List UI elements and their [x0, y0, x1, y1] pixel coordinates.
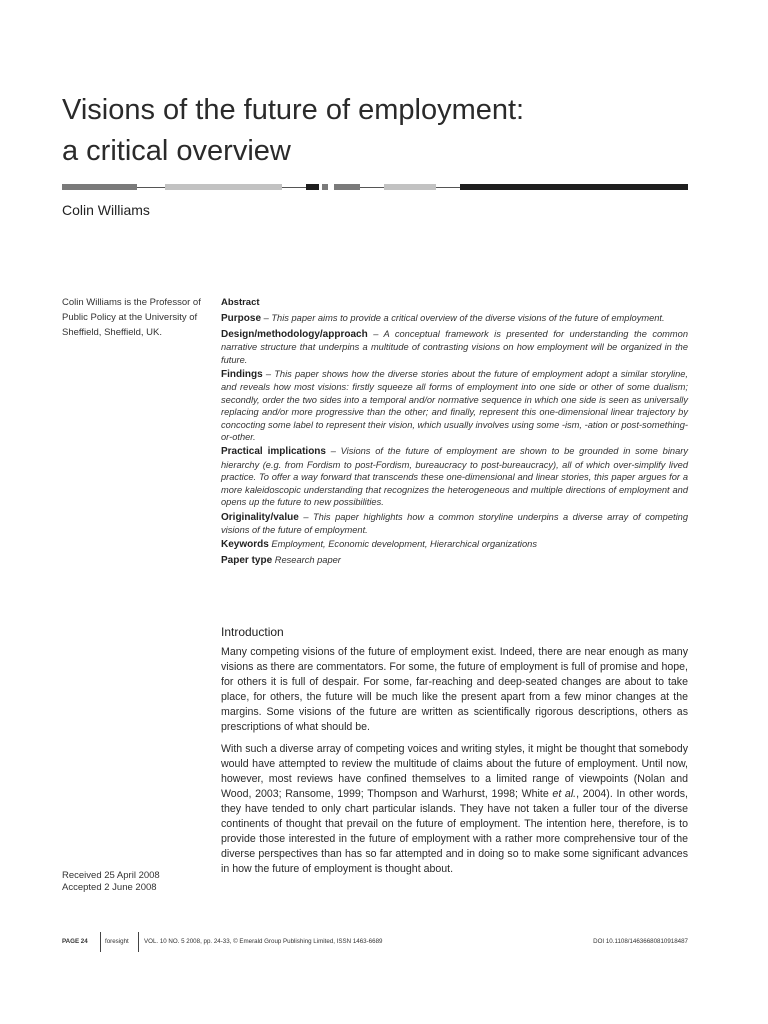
rule-segment [322, 184, 328, 190]
rule-segment [165, 184, 282, 190]
journal-name: foresight [105, 938, 129, 945]
abstract-keywords [221, 538, 688, 551]
body-text-span: , 2004). In other words, they have tended to only chart particular islands. They have not taken a fuller tour of the diverse continents of thought that prevail on the future of employment. The intention here, therefore, is to provide those interested in the future of employment with a rather more comprehensive tour of the diverse perspectives than has so far attempted and in doing so to make some significant advances in how the future of employment is thought about. [221, 788, 688, 875]
abstract-paper-type-label: Paper type [221, 554, 273, 566]
abstract-originality-label: Originality/value [221, 511, 299, 523]
volume-info: VOL. 10 NO. 5 2008, pp. 24-33, © Emerald Group Publishing Limited, ISSN 1463-6689 [144, 938, 383, 945]
rule-thin-line [282, 187, 306, 188]
body-text-span: With such a diverse array of competing voices and writing styles, it might be thought that somebody would have attempted to review the multitude of claims about the future of employment. Until now, however, most reviews have confined themselves to a limited range of viewpoints (Nolan and Wood, 2003; Ransome, 1999; Thompson and Warhurst, 1998; White [221, 743, 688, 800]
abstract-practical-label: Practical implications [221, 446, 326, 458]
rule-thin-line [137, 187, 165, 188]
body-paragraph: Many competing visions of the future of employment exist. Indeed, there are near enough as many visions as there are commentators. For some, the future of employment is full of promise and hope, for others it is full of despair. For some, far-reaching and deep-seated changes are about to take place, for others, the future will be much like the present apart from a few minor changes at the margins. Some visions of the future are written as scientifically rigorous descriptions, others as prescriptions of what should be. [221, 646, 688, 733]
author-name: Colin Williams [62, 202, 150, 218]
abstract-findings-label: Findings [221, 369, 263, 381]
abstract-design-label: Design/methodology/approach [221, 328, 368, 340]
abstract-practical-text: – Visions of the future of employment are shown to be grounded in some binary hierarchy (e.g. from Fordism to post-Fordism, bureaucracy to post-bureaucracy), all of which over-simplify lived practice. To offer a way forward that transcends these one-dimensional and linear stories, this paper argues for a more kaleidoscopic understanding that recognizes the heterogeneous and multiple directions of employment and opens up the future to new possibilities. [221, 446, 688, 508]
section-heading-introduction: Introduction [221, 625, 284, 639]
received-date: Received 25 April 2008 [62, 870, 160, 881]
article-title-line-2: a critical overview [62, 135, 291, 167]
abstract-originality-text: – This paper highlights how a common storyline underpins a diverse array of competing visions of the future of employment. [221, 511, 688, 535]
abstract-paper-type-text: Research paper [274, 554, 341, 565]
page-number: PAGE 24 [62, 938, 88, 945]
abstract-design-text: – A conceptual framework is presented for understanding the common narrative structure that underpins a multitude of contrasting visions on how employment will be organized in the future. [221, 328, 689, 365]
accepted-date: Accepted 2 June 2008 [62, 882, 157, 893]
page-footer [62, 932, 688, 952]
footer-divider [100, 932, 101, 952]
abstract-paper-type [221, 554, 688, 567]
received-dates [62, 870, 212, 894]
introduction-body [221, 645, 688, 884]
abstract-findings-text: – This paper shows how the diverse stories about the future of employment adopt a similar storyline, and reveals how most visions: firstly squeeze all forms of employment into one side or other of some dualism; secondly, order the two sides into a temporal and/or normative sequence in which one side is seen as universally replacing and/or more progressive than the other; and finally, represent this one-dimensional linear trajectory by concocting some label to represent their vision, which usually involves using some -ism, -ation or post-something-or-other. [221, 369, 688, 443]
doi: DOI 10.1108/14636680810918487 [593, 938, 688, 945]
rule-segment [306, 184, 319, 190]
abstract-findings [221, 368, 688, 443]
abstract-heading: Abstract [221, 297, 260, 308]
body-paragraph [221, 742, 688, 877]
author-affiliation: Colin Williams is the Professor of Public Policy at the University of Sheffield, Sheffield, UK. [62, 297, 201, 338]
article-title-line-1: Visions of the future of employment: [62, 94, 525, 126]
abstract [221, 297, 688, 569]
abstract-keywords-text: Employment, Economic development, Hierarchical organizations [271, 539, 537, 550]
rule-thin-line [436, 187, 460, 188]
rule-segment [334, 184, 360, 190]
article-title [62, 90, 702, 172]
abstract-purpose-text: – This paper aims to provide a critical overview of the diverse visions of the future of employment. [263, 313, 665, 324]
rule-segment [384, 184, 436, 190]
body-text-italic: et al. [552, 788, 577, 800]
rule-segment [62, 184, 137, 190]
abstract-keywords-label: Keywords [221, 539, 269, 551]
abstract-originality [221, 511, 688, 537]
abstract-purpose-label: Purpose [221, 313, 262, 325]
footer-divider [138, 932, 139, 952]
rule-segment [460, 184, 688, 190]
rule-thin-line [360, 187, 384, 188]
abstract-practical [221, 445, 688, 508]
decorative-rule [62, 184, 688, 190]
abstract-purpose [221, 312, 688, 325]
abstract-design [221, 328, 688, 366]
